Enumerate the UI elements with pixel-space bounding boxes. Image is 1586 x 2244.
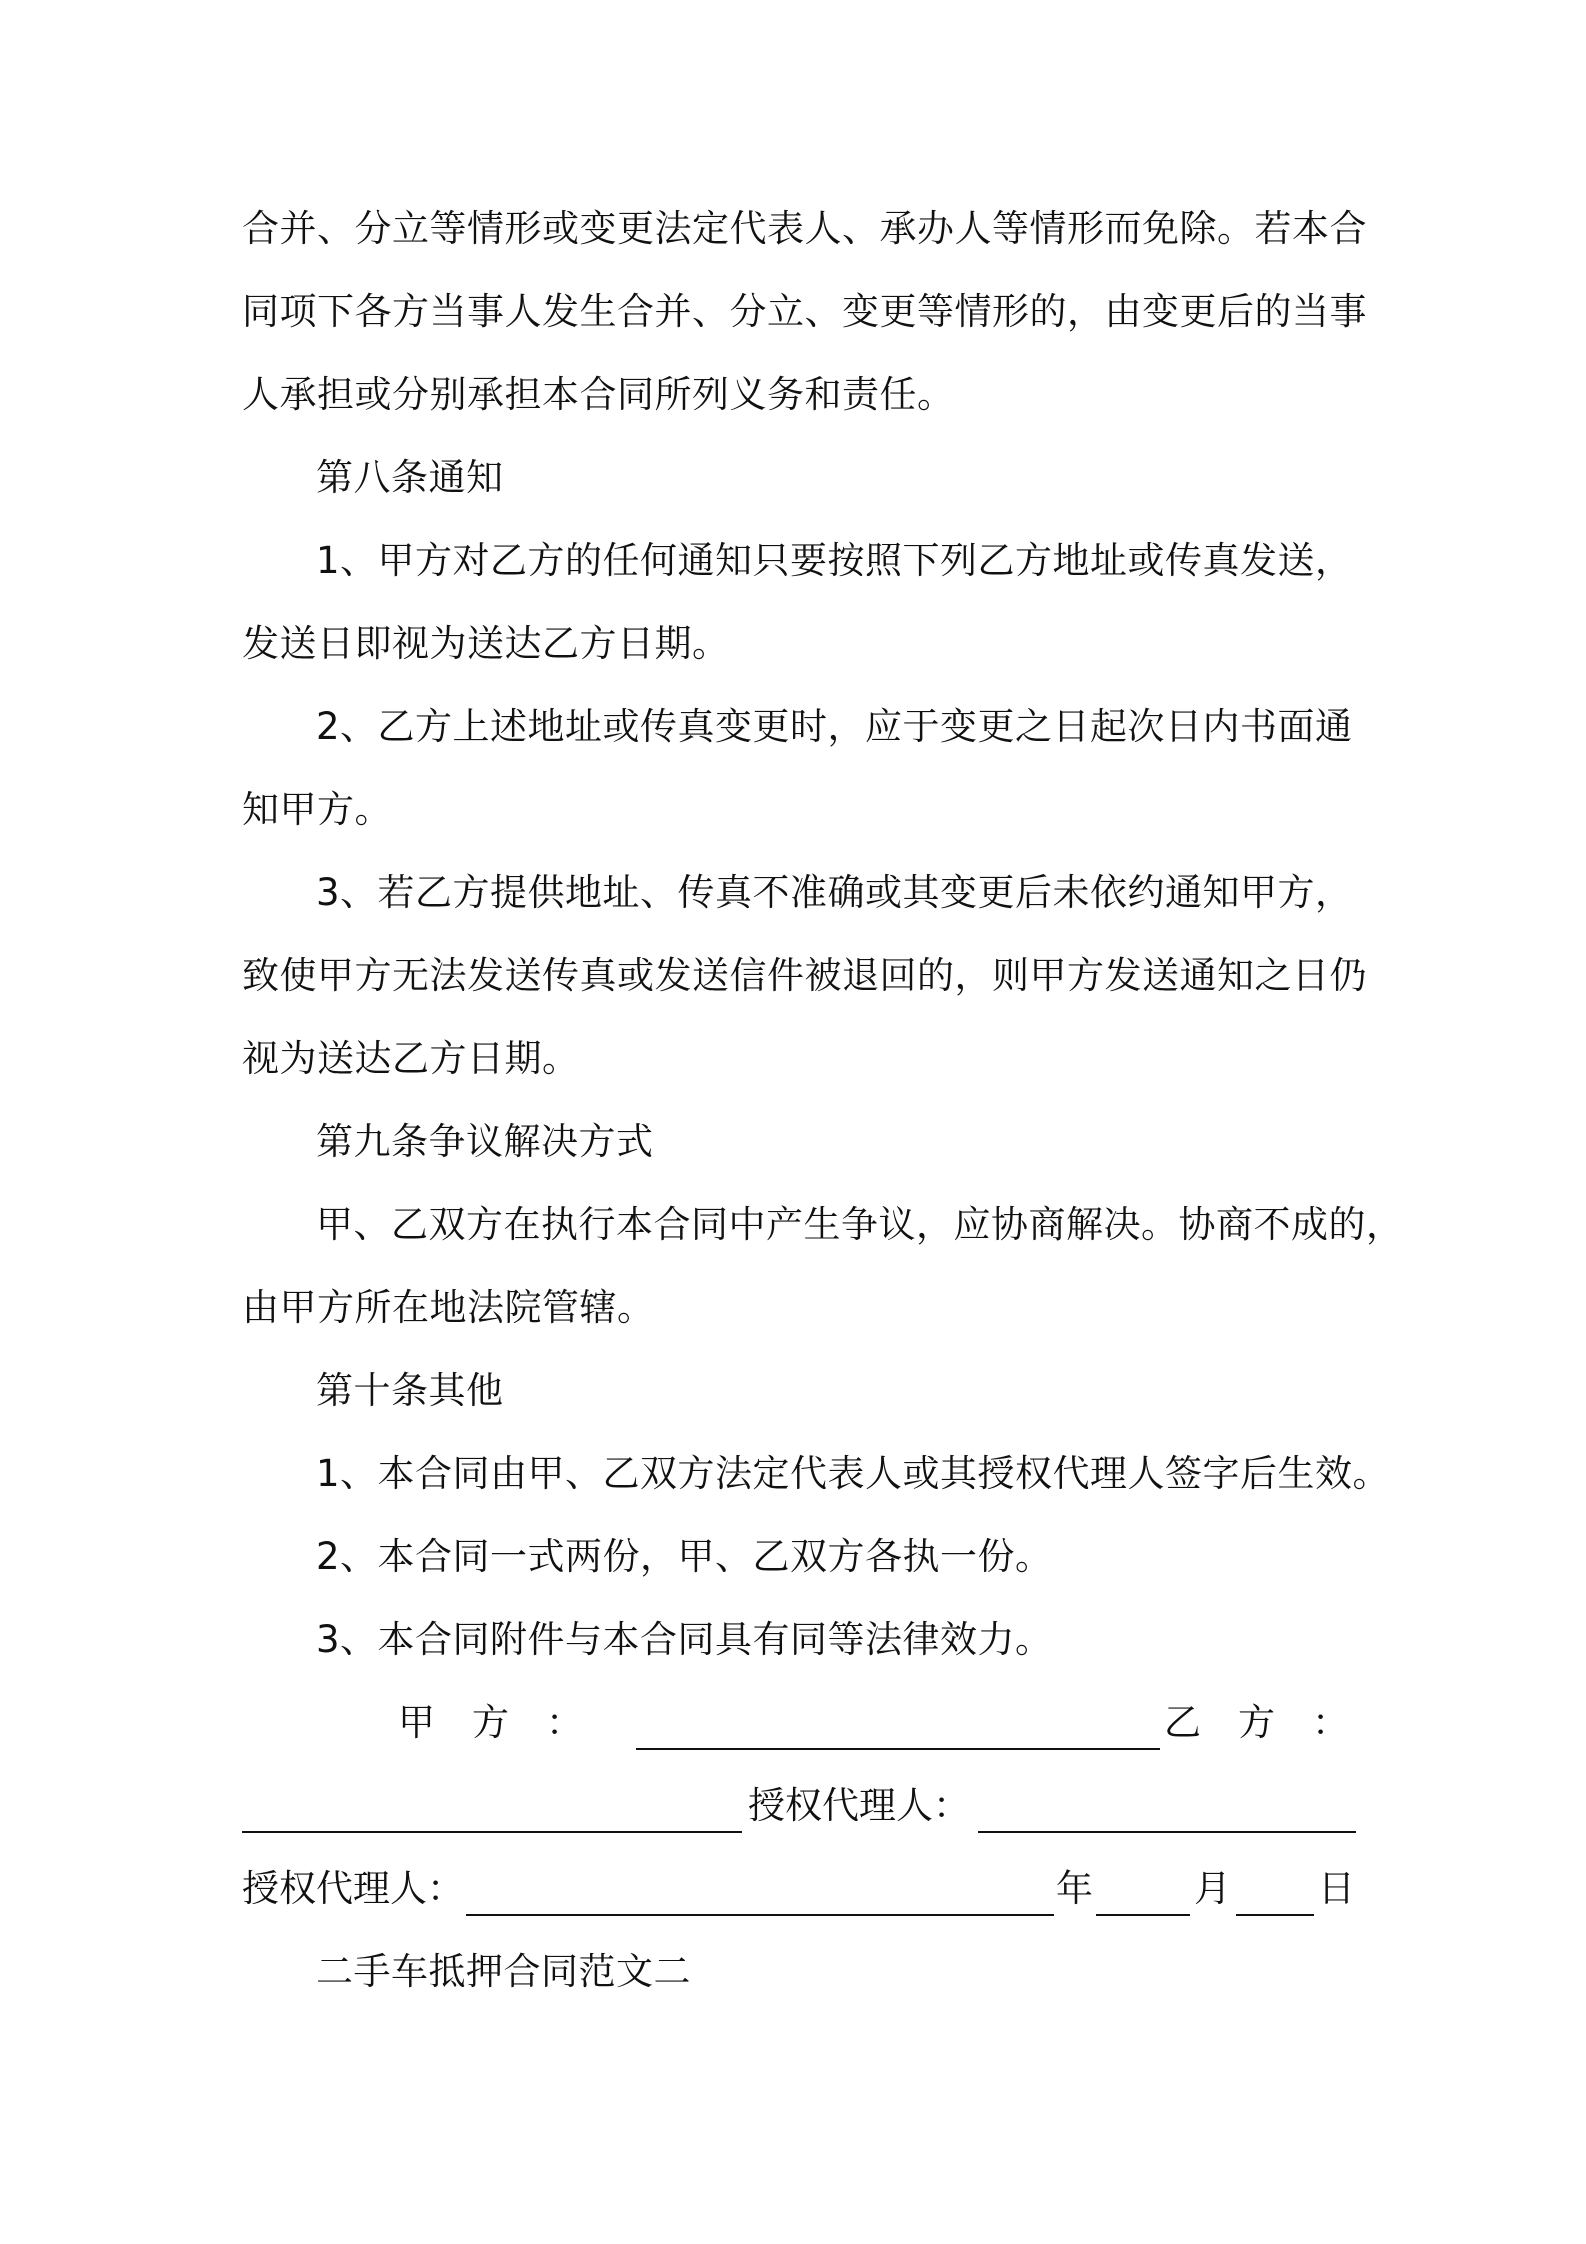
agent-a-signature-line	[978, 1831, 1356, 1833]
clause-9: 甲、乙双方在执行本合同中产生争议，应协商解决。协商不成的，	[316, 1203, 1404, 1246]
body-text-line: 知甲方。	[242, 788, 392, 831]
body-text-line: 人承担或分别承担本合同所列义务和责任。	[242, 373, 955, 416]
next-document-title: 二手车抵押合同范文二	[316, 1950, 691, 1993]
body-text-line: 致使甲方无法发送传真或发送信件被退回的，则甲方发送通知之日仍	[242, 954, 1367, 997]
day-blank-line	[1236, 1914, 1314, 1916]
body-text-line: 发送日即视为送达乙方日期。	[242, 622, 730, 665]
agent-b-signature-line	[466, 1914, 1054, 1916]
clause-10-3: 3、本合同附件与本合同具有同等法律效力。	[316, 1618, 1053, 1661]
party-b-signature-line	[242, 1831, 742, 1833]
clause-8-1: 1、甲方对乙方的任何通知只要按照下列乙方地址或传真发送，	[316, 539, 1353, 582]
body-text-line: 由甲方所在地法院管辖。	[242, 1286, 655, 1329]
party-b-label: 乙 方 ：	[1164, 1701, 1349, 1744]
section-heading-8: 第八条通知	[316, 456, 504, 499]
month-blank-line	[1096, 1914, 1190, 1916]
clause-10-1: 1、本合同由甲、乙双方法定代表人或其授权代理人签字后生效。	[316, 1452, 1391, 1495]
clause-8-2: 2、乙方上述地址或传真变更时，应于变更之日起次日内书面通	[316, 705, 1353, 748]
agent-label-a: 授权代理人：	[748, 1784, 970, 1827]
clause-8-3: 3、若乙方提供地址、传真不准确或其变更后未依约通知甲方，	[316, 871, 1353, 914]
body-text-line: 视为送达乙方日期。	[242, 1037, 580, 1080]
party-a-signature-line	[636, 1748, 1160, 1750]
day-label: 日	[1318, 1867, 1355, 1910]
year-label: 年	[1056, 1867, 1093, 1910]
clause-10-2: 2、本合同一式两份，甲、乙双方各执一份。	[316, 1535, 1053, 1578]
party-a-label: 甲 方 ：	[398, 1701, 583, 1744]
month-label: 月	[1194, 1867, 1231, 1910]
agent-label-b: 授权代理人：	[242, 1867, 464, 1910]
body-text-line: 合并、分立等情形或变更法定代表人、承办人等情形而免除。若本合	[242, 207, 1367, 250]
section-heading-9: 第九条争议解决方式	[316, 1120, 654, 1163]
body-text-line: 同项下各方当事人发生合并、分立、变更等情形的，由变更后的当事	[242, 290, 1367, 333]
section-heading-10: 第十条其他	[316, 1369, 504, 1412]
